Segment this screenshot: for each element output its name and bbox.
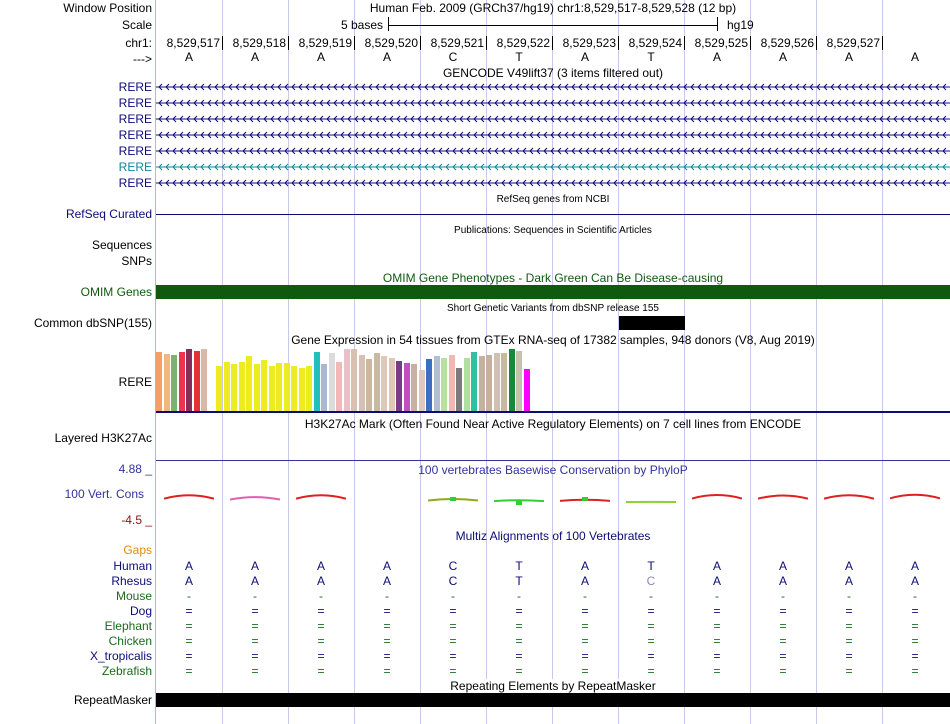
aligned-base: = — [449, 604, 457, 618]
base-letter: A — [844, 50, 853, 64]
aligned-base: = — [845, 619, 853, 633]
aligned-base: = — [581, 619, 589, 633]
snps-track-label[interactable]: SNPs — [121, 254, 152, 268]
aligned-base: = — [515, 604, 523, 618]
aligned-base: - — [847, 589, 851, 603]
ruler-tick — [882, 36, 883, 50]
aligned-base: - — [451, 589, 455, 603]
gtex-tissue-bar[interactable] — [246, 356, 252, 411]
gtex-tissue-bar[interactable] — [164, 354, 170, 411]
phylop-score-block — [516, 501, 522, 505]
gtex-tissue-bar[interactable] — [306, 366, 312, 411]
aligned-base: = — [581, 649, 589, 663]
aligned-base: = — [581, 604, 589, 618]
aligned-base: A — [316, 559, 325, 573]
aligned-base: A — [250, 574, 259, 588]
aligned-base: = — [317, 634, 325, 648]
aligned-base: = — [185, 619, 193, 633]
phylop-curve — [296, 495, 346, 498]
aligned-base: = — [317, 649, 325, 663]
multiz-species-label[interactable]: Rhesus — [111, 574, 152, 588]
sequences-track-label[interactable]: Sequences — [91, 238, 152, 252]
gtex-tissue-bar[interactable] — [509, 349, 515, 411]
phylop-track-title: 100 vertebrates Basewise Conservation by PhyloP — [418, 463, 688, 477]
aligned-base: A — [844, 559, 853, 573]
repeatmasker-feature-bar[interactable] — [156, 693, 950, 707]
ruler-coordinate: 8,529,523 — [562, 36, 616, 50]
gtex-tissue-bar[interactable] — [486, 355, 492, 411]
gencode-transcript-line[interactable] — [156, 145, 950, 157]
aligned-base: = — [383, 619, 391, 633]
gencode-item-label[interactable]: RERE — [118, 176, 152, 190]
gtex-track-label[interactable]: RERE — [118, 375, 152, 389]
gtex-tissue-bar[interactable] — [516, 351, 522, 411]
gtex-tissue-bar[interactable] — [254, 364, 260, 411]
repeatmasker-track-label[interactable]: RepeatMasker — [73, 693, 152, 707]
gtex-tissue-bar[interactable] — [366, 359, 372, 411]
aligned-base: A — [250, 559, 259, 573]
refseq-track-title: RefSeq genes from NCBI — [496, 194, 610, 205]
aligned-base: - — [781, 589, 785, 603]
aligned-base: = — [911, 634, 919, 648]
aligned-base: A — [184, 574, 193, 588]
gtex-tissue-bar[interactable] — [284, 363, 290, 411]
aligned-base: = — [449, 619, 457, 633]
aligned-base: = — [779, 664, 787, 678]
ruler-coordinate: 8,529,524 — [628, 36, 682, 50]
ruler-coordinate: 8,529,518 — [232, 36, 286, 50]
aligned-base: A — [910, 559, 919, 573]
refseq-feature-line[interactable] — [156, 214, 950, 215]
gtex-tissue-bar[interactable] — [441, 358, 447, 411]
aligned-base: = — [911, 649, 919, 663]
aligned-base: = — [515, 619, 523, 633]
gencode-transcript-line[interactable] — [156, 113, 950, 125]
aligned-base: C — [448, 559, 458, 573]
aligned-base: = — [251, 634, 259, 648]
aligned-base: A — [778, 559, 787, 573]
aligned-base: = — [779, 649, 787, 663]
gtex-tissue-bar[interactable] — [381, 356, 387, 411]
gtex-tissue-bar[interactable] — [449, 355, 455, 411]
multiz-species-label[interactable]: Human — [113, 559, 152, 573]
dbsnp-track-label[interactable]: Common dbSNP(155) — [33, 316, 152, 330]
strand-label: ---> — [133, 52, 152, 66]
aligned-base: A — [580, 559, 589, 573]
aligned-base: = — [647, 604, 655, 618]
gtex-tissue-bar[interactable] — [479, 356, 485, 411]
phylop-curve — [164, 495, 214, 498]
ruler-coordinate: 8,529,526 — [760, 36, 814, 50]
phylop-score-mark[interactable] — [824, 493, 874, 509]
aligned-base: A — [382, 559, 391, 573]
gtex-tissue-bar[interactable] — [216, 366, 222, 411]
aligned-base: = — [845, 664, 853, 678]
gtex-tissue-bar[interactable] — [321, 364, 327, 411]
aligned-base: = — [713, 649, 721, 663]
aligned-base: = — [185, 604, 193, 618]
base-letter: A — [712, 50, 721, 64]
gtex-tissue-bar[interactable] — [351, 349, 357, 411]
gtex-tissue-bar[interactable] — [269, 366, 275, 411]
aligned-base: A — [184, 559, 193, 573]
base-letter: A — [250, 50, 259, 64]
gencode-transcript-line[interactable] — [156, 97, 950, 109]
aligned-base: = — [515, 649, 523, 663]
phylop-curve — [230, 497, 280, 499]
gencode-chevron-strand — [156, 97, 950, 109]
gencode-transcript-line[interactable] — [156, 177, 950, 189]
base-letter: A — [910, 50, 919, 64]
aligned-base: C — [646, 574, 656, 588]
gtex-tissue-bar[interactable] — [239, 362, 245, 411]
aligned-base: T — [515, 574, 523, 588]
gtex-tissue-bar[interactable] — [411, 364, 417, 411]
aligned-base: = — [713, 634, 721, 648]
gencode-chevron-strand — [156, 81, 950, 93]
base-letter: A — [778, 50, 787, 64]
base-letter: A — [382, 50, 391, 64]
multiz-species-label[interactable]: Zebrafish — [101, 664, 152, 678]
omim-feature-bar[interactable] — [156, 285, 950, 299]
repeatmasker-title-text: Repeating Elements by RepeatMasker — [450, 679, 656, 693]
gtex-tissue-bar[interactable] — [171, 355, 177, 411]
repeatmasker-track-title — [156, 679, 950, 693]
gencode-chevron-strand — [156, 145, 950, 157]
aligned-base: A — [844, 574, 853, 588]
gtex-tissue-bar[interactable] — [329, 353, 335, 411]
aligned-base: A — [382, 574, 391, 588]
gtex-tissue-bar[interactable] — [261, 360, 267, 411]
aligned-base: = — [185, 649, 193, 663]
aligned-base: = — [845, 604, 853, 618]
scale-value: 5 bases — [340, 18, 383, 32]
phylop-max-label: 4.88 _ — [118, 462, 152, 476]
aligned-base: - — [385, 589, 389, 603]
scale-bar — [388, 25, 718, 26]
gencode-item-label[interactable]: RERE — [118, 80, 152, 94]
aligned-base: = — [383, 634, 391, 648]
aligned-base: = — [779, 604, 787, 618]
aligned-base: A — [316, 574, 325, 588]
aligned-base: = — [515, 664, 523, 678]
gtex-tissue-bar[interactable] — [299, 368, 305, 411]
gencode-transcript-line[interactable] — [156, 81, 950, 93]
dbsnp-variant-block[interactable] — [619, 316, 685, 330]
aligned-base: A — [712, 559, 721, 573]
assembly-label: hg19 — [727, 18, 754, 32]
ruler-coordinate: 8,529,521 — [430, 36, 484, 50]
multiz-track-title: Multiz Alignments of 100 Vertebrates — [455, 529, 651, 543]
gtex-tissue-bar[interactable] — [374, 353, 380, 411]
ruler-coordinate: 8,529,517 — [166, 36, 220, 50]
aligned-base: = — [449, 634, 457, 648]
gtex-track-title: Gene Expression in 54 tissues from GTEx RNA-seq of 17382 samples, 948 donors (V8, Aug 2019) — [291, 333, 815, 347]
ruler-coordinate: 8,529,527 — [826, 36, 880, 50]
gtex-tissue-bar[interactable] — [426, 359, 432, 411]
aligned-base: - — [649, 589, 653, 603]
window-position-value: Human Feb. 2009 (GRCh37/hg19) chr1:8,529,517-8,529,528 (12 bp) — [369, 1, 737, 15]
aligned-base: = — [185, 634, 193, 648]
h3k27ac-baseline — [156, 460, 950, 461]
aligned-base: = — [449, 664, 457, 678]
aligned-base: = — [317, 664, 325, 678]
gaps-label[interactable]: Gaps — [123, 543, 152, 557]
aligned-base: A — [778, 574, 787, 588]
base-letter: T — [515, 50, 523, 64]
multiz-species-label[interactable]: Chicken — [108, 634, 152, 648]
aligned-base: = — [779, 634, 787, 648]
aligned-base: = — [251, 649, 259, 663]
gencode-item-label[interactable]: RERE — [118, 160, 152, 174]
gencode-transcript-line[interactable] — [156, 161, 950, 173]
gtex-tissue-bar[interactable] — [419, 370, 425, 411]
gtex-tissue-bar[interactable] — [314, 352, 320, 411]
gencode-item-label[interactable]: RERE — [118, 112, 152, 126]
gtex-tissue-bar[interactable] — [291, 366, 297, 411]
aligned-base: = — [713, 619, 721, 633]
gtex-tissue-bar[interactable] — [201, 349, 207, 411]
refseq-track-label[interactable]: RefSeq Curated — [65, 207, 152, 221]
base-letter: C — [448, 50, 458, 64]
aligned-base: = — [251, 664, 259, 678]
phylop-score-block — [582, 497, 588, 501]
gencode-track-title: GENCODE V49lift37 (3 items filtered out) — [442, 66, 664, 80]
aligned-base: - — [319, 589, 323, 603]
aligned-base: = — [845, 634, 853, 648]
aligned-base: = — [317, 604, 325, 618]
aligned-base: - — [187, 589, 191, 603]
gtex-tissue-bar[interactable] — [456, 368, 462, 411]
dbsnp-track-title: Short Genetic Variants from dbSNP release 155 — [447, 303, 659, 314]
multiz-species-label[interactable]: Elephant — [104, 619, 152, 633]
phylop-score-mark[interactable] — [626, 493, 676, 509]
gtex-tissue-bar[interactable] — [494, 353, 500, 411]
base-letter: A — [580, 50, 589, 64]
phylop-curve — [758, 495, 808, 498]
aligned-base: = — [911, 664, 919, 678]
aligned-base: = — [911, 604, 919, 618]
gencode-item-label[interactable]: RERE — [118, 96, 152, 110]
window-position-label: Window Position — [63, 1, 152, 15]
aligned-base: = — [383, 649, 391, 663]
phylop-curve — [890, 495, 940, 499]
gtex-tissue-bar[interactable] — [156, 352, 162, 411]
aligned-base: = — [779, 619, 787, 633]
gtex-tissue-bar[interactable] — [194, 351, 200, 411]
aligned-base: = — [449, 649, 457, 663]
aligned-base: C — [448, 574, 458, 588]
publications-track-title: Publications: Sequences in Scientific Articles — [454, 225, 652, 236]
phylop-score-mark[interactable] — [230, 493, 280, 509]
gtex-tissue-bar[interactable] — [186, 349, 192, 411]
aligned-base: T — [515, 559, 523, 573]
aligned-base: = — [647, 664, 655, 678]
gencode-chevron-strand — [156, 161, 950, 173]
omim-track-label[interactable]: OMIM Genes — [80, 285, 152, 299]
gencode-chevron-strand — [156, 177, 950, 189]
gtex-tissue-bar[interactable] — [464, 358, 470, 411]
multiz-species-label[interactable]: X_tropicalis — [89, 649, 152, 663]
ruler-coordinate: 8,529,522 — [496, 36, 550, 50]
ruler-coordinate: 8,529,520 — [364, 36, 418, 50]
phylop-score-mark[interactable] — [560, 493, 610, 509]
aligned-base: - — [715, 589, 719, 603]
aligned-base: A — [712, 574, 721, 588]
h3k27ac-track-title: H3K27Ac Mark (Often Found Near Active Regulatory Elements) on 7 cell lines from ENCODE — [304, 417, 802, 431]
aligned-base: = — [185, 664, 193, 678]
gtex-baseline — [156, 411, 950, 413]
ruler-coordinate: 8,529,519 — [298, 36, 352, 50]
aligned-base: = — [647, 649, 655, 663]
aligned-base: = — [647, 619, 655, 633]
omim-track-title: OMIM Gene Phenotypes - Dark Green Can Be Disease-causing — [382, 271, 724, 285]
phylop-curve — [692, 495, 742, 499]
gencode-item-label[interactable]: RERE — [118, 144, 152, 158]
gtex-tissue-bar[interactable] — [396, 361, 402, 411]
aligned-base: = — [383, 604, 391, 618]
gtex-tissue-bar[interactable] — [179, 352, 185, 411]
aligned-base: = — [845, 649, 853, 663]
aligned-base: = — [317, 619, 325, 633]
aligned-base: = — [581, 634, 589, 648]
gtex-tissue-bar[interactable] — [389, 358, 395, 411]
gencode-item-label[interactable]: RERE — [118, 128, 152, 142]
gtex-tissue-bar[interactable] — [344, 349, 350, 411]
aligned-base: = — [515, 634, 523, 648]
base-letter: T — [647, 50, 655, 64]
phylop-score-mark[interactable] — [428, 493, 478, 509]
phylop-score-mark[interactable] — [890, 493, 940, 509]
scale-label: Scale — [121, 18, 152, 32]
aligned-base: - — [253, 589, 257, 603]
aligned-base: - — [913, 589, 917, 603]
aligned-base: = — [713, 604, 721, 618]
aligned-base: = — [713, 664, 721, 678]
gencode-transcript-line[interactable] — [156, 129, 950, 141]
phylop-curve — [824, 495, 874, 498]
aligned-base: A — [910, 574, 919, 588]
gtex-tissue-bar[interactable] — [224, 362, 230, 411]
chrom-label: chr1: — [125, 36, 152, 50]
gtex-tissue-bar[interactable] — [359, 355, 365, 411]
multiz-species-label[interactable]: Dog — [129, 604, 152, 618]
scale-bar-right-tick — [717, 17, 718, 31]
phylop-track-label[interactable]: 100 Vert. Cons — [64, 487, 144, 501]
base-letter: A — [316, 50, 325, 64]
phylop-score-mark[interactable] — [758, 493, 808, 509]
phylop-curve — [494, 500, 544, 501]
phylop-min-label: -4.5 _ — [121, 513, 152, 527]
phylop-score-mark[interactable] — [164, 493, 214, 509]
aligned-base: - — [517, 589, 521, 603]
aligned-base: = — [647, 634, 655, 648]
gtex-tissue-bar[interactable] — [276, 363, 282, 411]
gtex-tissue-bar[interactable] — [524, 369, 530, 411]
phylop-score-mark[interactable] — [296, 493, 346, 509]
aligned-base: - — [583, 589, 587, 603]
aligned-base: = — [383, 664, 391, 678]
base-letter: A — [184, 50, 193, 64]
gtex-tissue-bar[interactable] — [434, 356, 440, 411]
aligned-base: T — [647, 559, 655, 573]
phylop-score-block — [450, 497, 456, 501]
aligned-base: A — [580, 574, 589, 588]
ruler-coordinate: 8,529,525 — [694, 36, 748, 50]
gencode-chevron-strand — [156, 113, 950, 125]
multiz-species-label[interactable]: Mouse — [115, 589, 152, 603]
gtex-tissue-bar[interactable] — [404, 363, 410, 411]
gtex-tissue-bar[interactable] — [336, 362, 342, 411]
scale-bar-left-tick — [388, 17, 389, 31]
aligned-base: = — [251, 619, 259, 633]
gtex-tissue-bar[interactable] — [231, 364, 237, 411]
gtex-tissue-bar[interactable] — [501, 353, 507, 411]
gtex-tissue-bar[interactable] — [471, 352, 477, 411]
h3k27ac-track-label[interactable]: Layered H3K27Ac — [54, 431, 152, 445]
phylop-score-mark[interactable] — [692, 493, 742, 509]
gencode-chevron-strand — [156, 129, 950, 141]
aligned-base: = — [251, 604, 259, 618]
aligned-base: = — [581, 664, 589, 678]
aligned-base: = — [911, 619, 919, 633]
phylop-score-mark[interactable] — [494, 493, 544, 509]
